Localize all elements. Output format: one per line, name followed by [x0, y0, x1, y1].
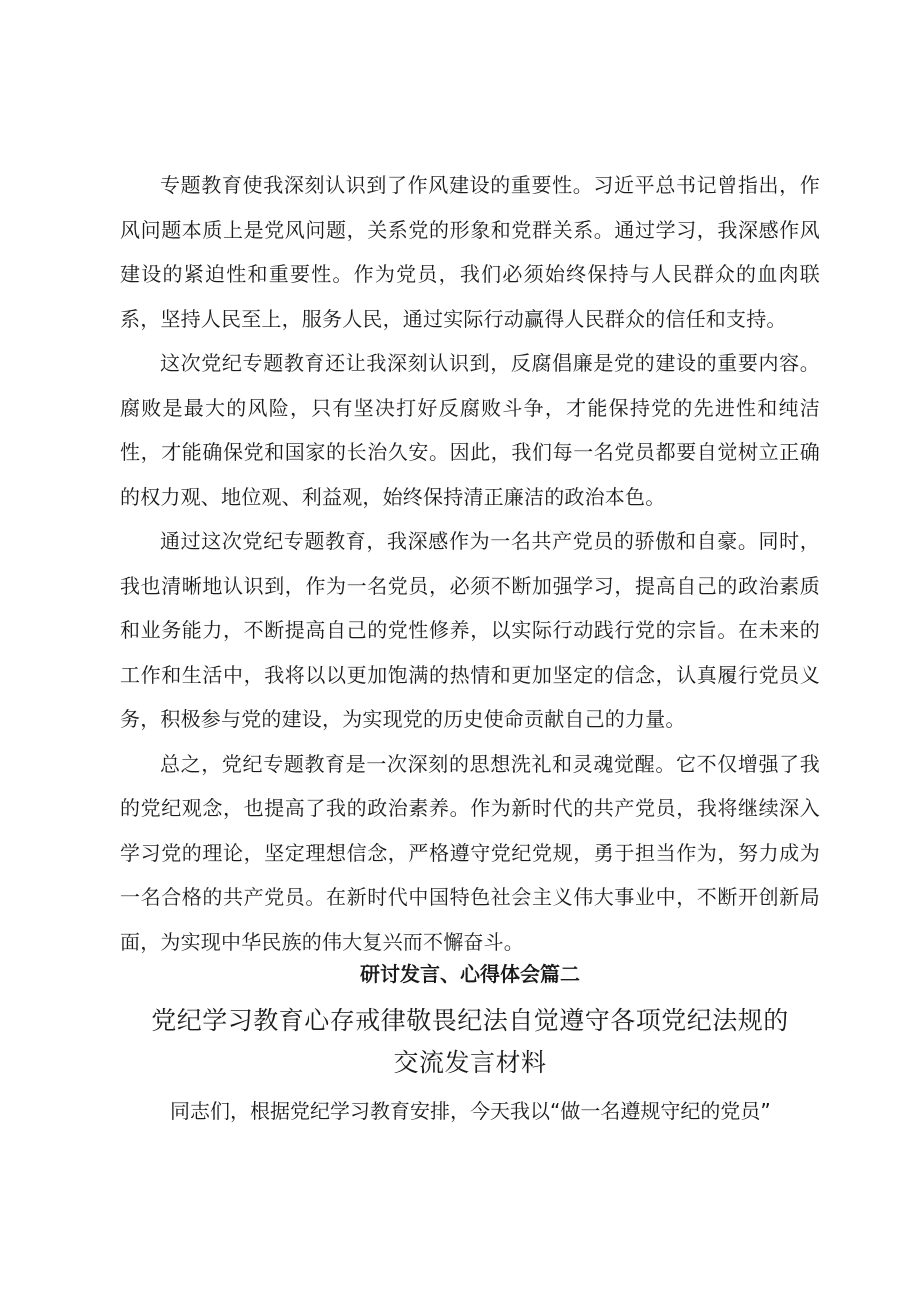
body-paragraph-2: 这次党纪专题教育还让我深刻认识到，反腐倡廉是党的建设的重要内容。腐败是最大的风险，只有坚决打好反腐败斗争，才能保持党的先进性和纯洁性，才能确保党和国家的长治久安。因此，我们每一名党员都要自觉树立正确的权力观、地位观、利益观，始终保持清正廉洁的政治本色。 — [120, 351, 820, 509]
body-paragraph-4: 总之，党纪专题教育是一次深刻的思想洗礼和灵魂觉醒。它不仅增强了我的党纪观念，也提高了我的政治素养。作为新时代的共产党员，我将继续深入学习党的理论，坚定理想信念，严格遵守党纪党规，勇于担当作为，努力成为一名合格的共产党员。在新时代中国特色社会主义伟大事业中，不断开创新局面，为实现中华民族的伟大复兴而不懈奋斗。 — [120, 751, 820, 954]
document-title: 党纪学习教育心存戒律敬畏纪法自觉遵守各项党纪法规的交流发言材料 — [151, 1006, 789, 1077]
body-paragraph-1: 专题教育使我深刻认识到了作风建设的重要性。习近平总书记曾指出，作风问题本质上是党风问题，关系党的形象和党群关系。通过学习，我深感作风建设的紧迫性和重要性。作为党员，我们必须始终保持与人民群众的血肉联系，坚持人民至上，服务人民，通过实际行动赢得人民群众的信任和支持。 — [120, 173, 820, 331]
body-paragraph-3: 通过这次党纪专题教育，我深感作为一名共产党员的骄傲和自豪。同时，我也清晰地认识到，作为一名党员，必须不断加强学习，提高自己的政治素质和业务能力，不断提高自己的党性修养，以实际行动践行党的宗旨。在未来的工作和生活中，我将以以更加饱满的热情和更加坚定的信念，认真履行党员义务，积极参与党的建设，为实现党的历史使命贡献自己的力量。 — [120, 529, 820, 731]
document-body — [120, 163, 820, 964]
intro-paragraph: 同志们，根据党纪学习教育安排，今天我以“做一名遵规守纪的党员” — [170, 1099, 771, 1123]
section-heading: 研讨发言、心得体会篇二 — [360, 962, 580, 986]
